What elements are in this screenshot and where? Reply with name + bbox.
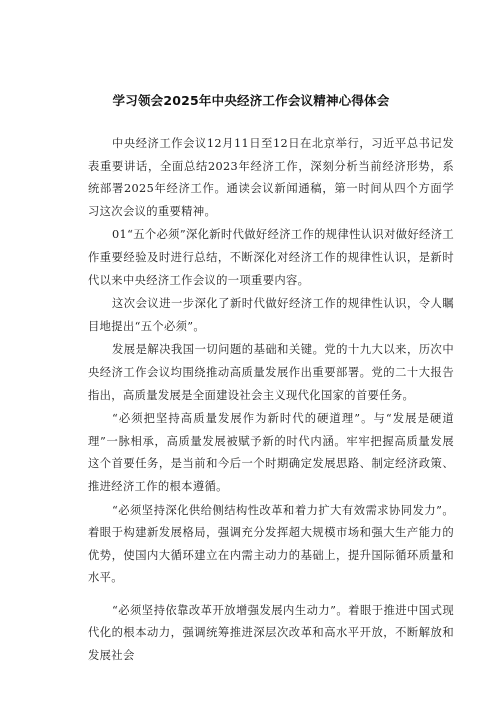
document-title: 学习领会2025年中央经济工作会议精神心得体会	[112, 93, 390, 108]
document-body	[88, 133, 454, 668]
paragraph-intro: 中央经济工作会议12月11日至12日在北京举行，习近平总书记发表重要讲话，全面总结2023年经济工作，深刻分析当前经济形势，系统部署2025年经济工作。通读会议新闻通稿，第一时间从四个方面学习这次会议的重要精神。	[88, 137, 454, 218]
paragraph-supply-side: “必须坚持深化供给侧结构性改革和着力扩大有效需求协同发力”。着眼于构建新发展格局，强调充分发挥超大规模市场和强大生产能力的优势，使国内大循环建立在内需主动力的基础上，提升国际循环质量和水平。	[88, 503, 454, 585]
paragraph-reform-opening: “必须坚持依靠改革开放增强发展内生动力”。着眼于推进中国式现代化的根本动力，强调统筹推进深层次改革和高水平开放，不断解放和发展社会	[88, 603, 454, 663]
paragraph-regularity: 这次会议进一步深化了新时代做好经济工作的规律性认识，令人瞩目地提出“五个必须”。	[88, 297, 454, 333]
paragraph-high-quality: “必须把坚持高质量发展作为新时代的硬道理”。与“发展是硬道理”一脉相承，高质量发展被赋予新的时代内涵。牢牢把握高质量发展这个首要任务，是当前和今后一个时期确定发展思路、制定经济政策、推进经济工作的根本遵循。	[88, 412, 454, 493]
paragraph-five-musts: 01“五个必须”深化新时代做好经济工作的规律性认识对做好经济工作重要经验及时进行总结，不断深化对经济工作的规律性认识，是新时代以来中央经济工作会议的一项重要内容。	[88, 228, 454, 287]
paragraph-development: 发展是解决我国一切问题的基础和关键。党的十九大以来，历次中央经济工作会议均围绕推动高质量发展作出重要部署。党的二十大报告指出，高质量发展是全面建设社会主义现代化国家的首要任务。	[88, 343, 454, 402]
